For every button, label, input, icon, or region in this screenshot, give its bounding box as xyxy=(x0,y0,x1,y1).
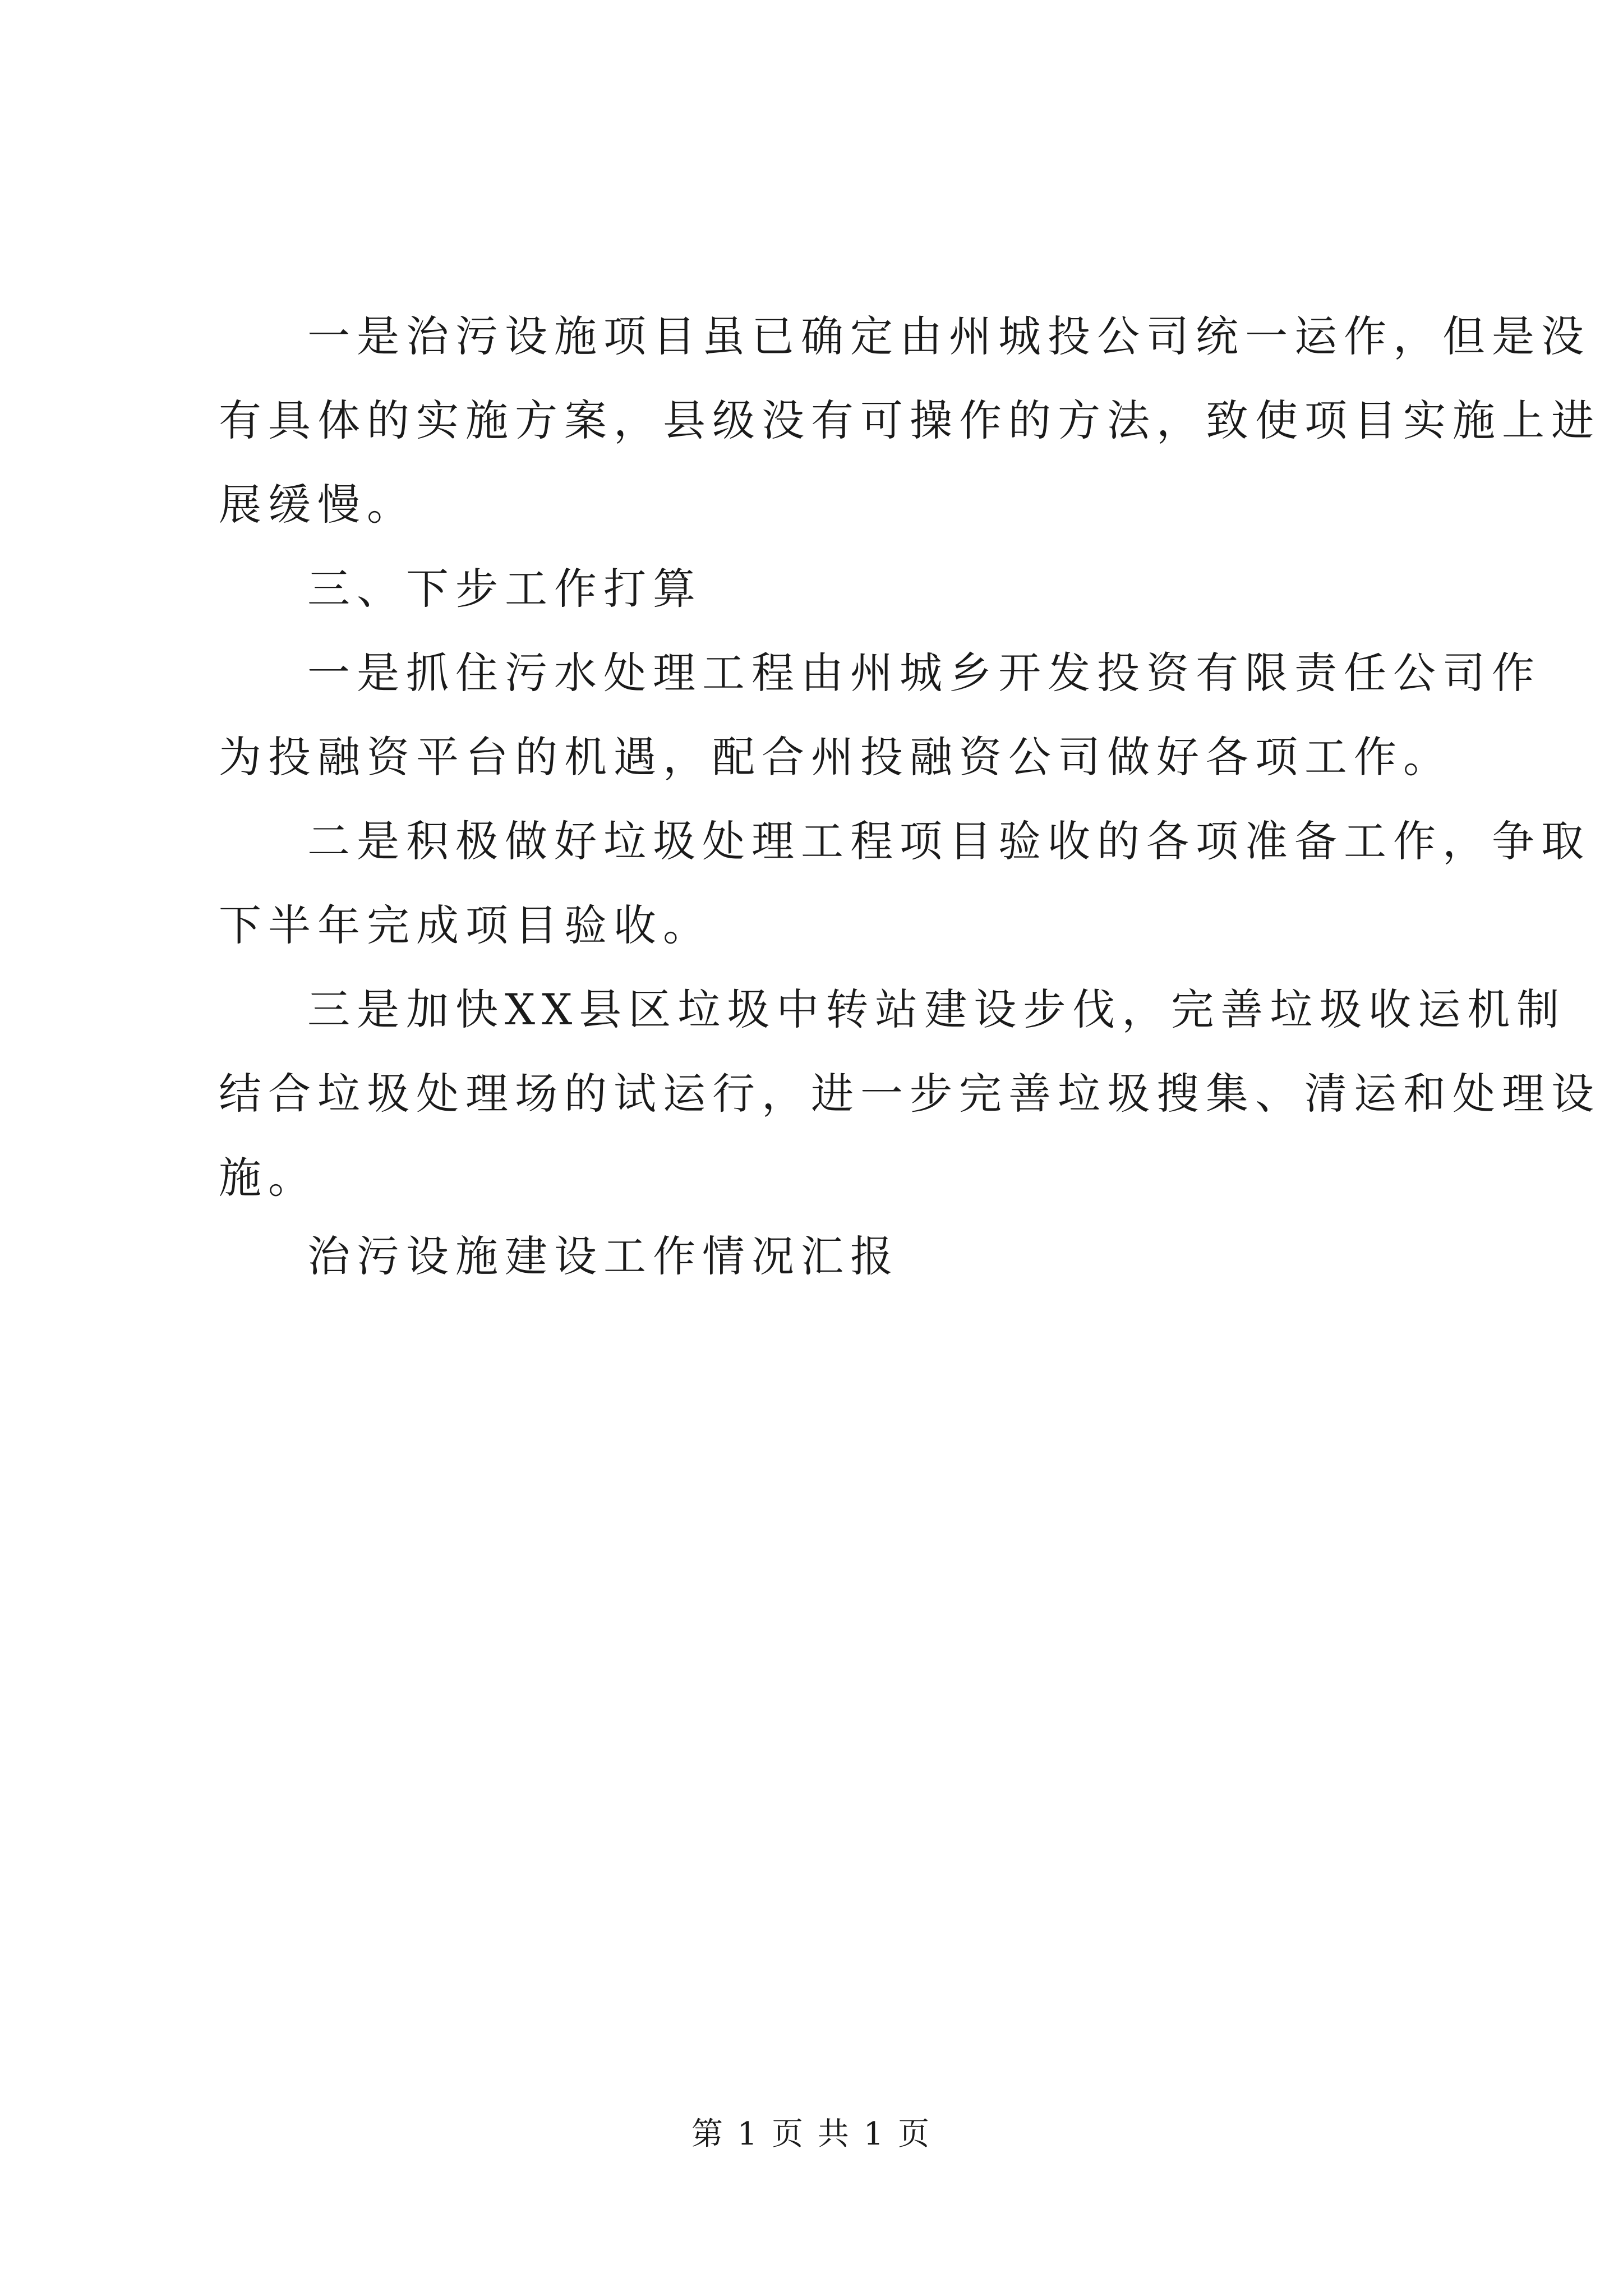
paragraph-4-line-1: 三是加快XX县区垃圾中转站建设步伐，完善垃圾收运机制 xyxy=(307,984,1566,1034)
paragraph-4-line-3: 施。 xyxy=(219,1153,317,1203)
page-number-footer: 第 1 页 共 1 页 xyxy=(691,2116,932,2152)
paragraph-3-line-2: 下半年完成项目验收。 xyxy=(219,900,712,950)
paragraph-4-line-2: 结合垃圾处理场的试运行，进一步完善垃圾搜集、清运和处理设 xyxy=(219,1069,1601,1119)
paragraph-2-line-2: 为投融资平台的机遇，配合州投融资公司做好各项工作。 xyxy=(219,732,1453,782)
paragraph-3-line-1: 二是积极做好垃圾处理工程项目验收的各项准备工作，争取 xyxy=(307,816,1590,866)
paragraph-1-line-1: 一是治污设施项目虽已确定由州城投公司统一运作，但是没 xyxy=(307,311,1590,361)
paragraph-1-line-3: 展缓慢。 xyxy=(219,480,416,530)
paragraph-1-line-2: 有具体的实施方案，县级没有可操作的方法，致使项目实施上进 xyxy=(219,395,1601,445)
paragraph-2-line-1: 一是抓住污水处理工程由州城乡开发投资有限责任公司作 xyxy=(307,648,1541,698)
section-heading: 三、下步工作打算 xyxy=(307,564,702,614)
closing-title: 治污设施建设工作情况汇报 xyxy=(307,1231,900,1281)
